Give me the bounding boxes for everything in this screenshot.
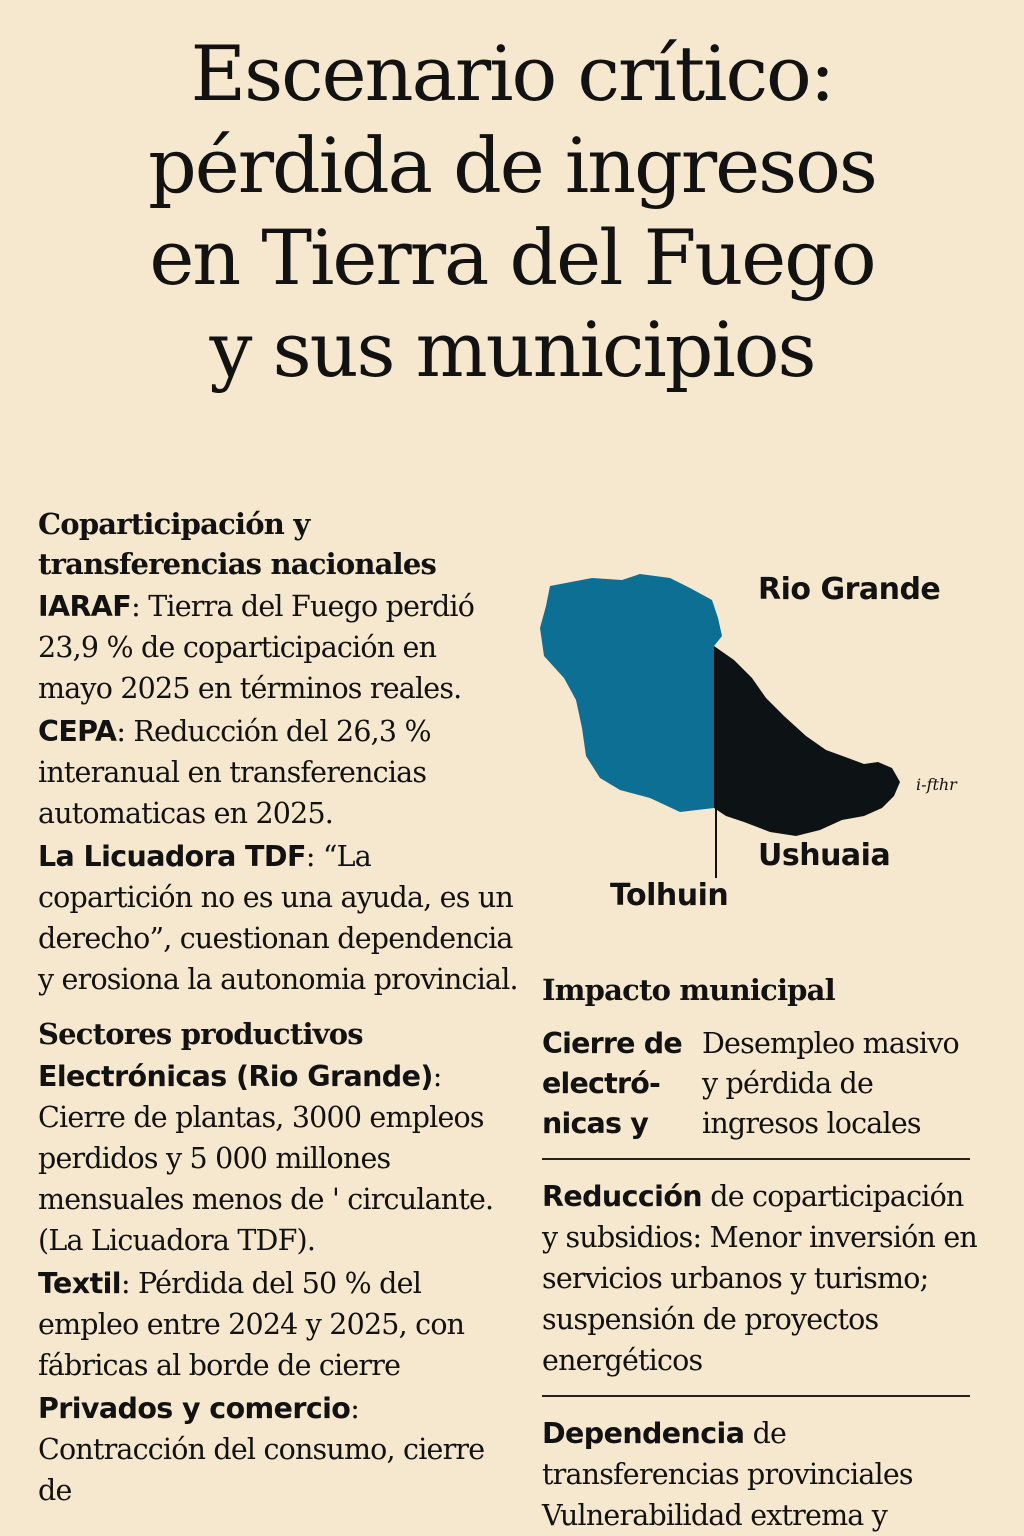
textil-paragraph — [38, 1263, 518, 1386]
map-label-ushuaia: Ushuaia — [758, 838, 891, 873]
title-line-1: Escenario crítico: — [190, 29, 834, 118]
reduccion-text: de coparticipación y subsidios: Menor inversión en servicios urbanos y turismo; suspensión de proyectos energéticos — [542, 1180, 977, 1377]
electronicas-lead: Electrónicas (Rio Grande) — [38, 1060, 433, 1093]
cepa-lead: CEPA — [38, 715, 117, 748]
cepa-paragraph — [38, 711, 518, 834]
map-svg — [530, 560, 980, 920]
dependencia-lead: Dependencia — [542, 1417, 745, 1450]
privados-lead: Privados y comercio — [38, 1392, 351, 1425]
map-west-region — [540, 574, 722, 812]
textil-text: : Pérdida del 50 % del empleo entre 2024 y 2025, con fábricas al borde de cierre — [38, 1267, 465, 1382]
licuadora-text: : “La copartición no es una ayuda, es un derecho”, cuestionan dependencia y erosiona la autonomia provincial. — [38, 840, 518, 996]
divider — [542, 1158, 970, 1160]
electronicas-paragraph — [38, 1056, 518, 1261]
impacto-row-dependencia — [542, 1413, 982, 1536]
licuadora-paragraph — [38, 836, 518, 1000]
map-label-tolhuin: Tolhuin — [610, 878, 729, 913]
reduccion-lead: Reducción — [542, 1180, 702, 1213]
map-east-region — [714, 646, 900, 836]
sectores-heading: Sectores productivos — [38, 1017, 363, 1051]
divider — [542, 1395, 970, 1397]
tierra-del-fuego-map — [530, 560, 980, 920]
title-line-4: y sus municipios — [209, 305, 815, 394]
impacto-row-reduccion — [542, 1176, 982, 1381]
dependencia-text: de transferencias provinciales Vulnerabilidad extrema y — [542, 1417, 913, 1532]
impacto-row-electronicas — [542, 1024, 982, 1144]
iaraf-text: : Tierra del Fuego perdió 23,9 % de coparticipación en mayo 2025 en términos reales. — [38, 590, 475, 705]
textil-lead: Textil — [38, 1267, 121, 1300]
title-line-2: pérdida de ingresos — [148, 121, 876, 210]
iaraf-paragraph — [38, 586, 518, 709]
impacto-row1-value: Desempleo masivo y pérdida de ingresos locales — [702, 1027, 959, 1140]
iaraf-lead: IARAF — [38, 590, 132, 623]
title-line-3: en Tierra del Fuego — [149, 213, 875, 302]
right-column — [542, 970, 982, 1536]
page-title — [40, 28, 984, 396]
cepa-text: : Reducción del 26,3 % interanual en transferencias automaticas en 2025. — [38, 715, 431, 830]
licuadora-lead: La Licuadora TDF — [38, 840, 306, 873]
map-scribble: i-fthr — [916, 775, 957, 794]
privados-text: : Contracción del consumo, cierre de — [38, 1392, 485, 1507]
electronicas-text: : Cierre de plantas, 3000 empleos perdidos y 5 000 millones mensuales menos de ' circulante. (La Licuadora TDF). — [38, 1060, 494, 1257]
impacto-heading: Impacto municipal — [542, 973, 835, 1007]
left-column — [38, 504, 518, 1511]
coparticipacion-heading: Coparticipación y transferencias nacionales — [38, 507, 437, 581]
privados-paragraph — [38, 1388, 518, 1511]
map-label-rio-grande: Rio Grande — [758, 572, 941, 607]
impacto-row1-label: Cierre de electró-nicas y — [542, 1027, 682, 1140]
